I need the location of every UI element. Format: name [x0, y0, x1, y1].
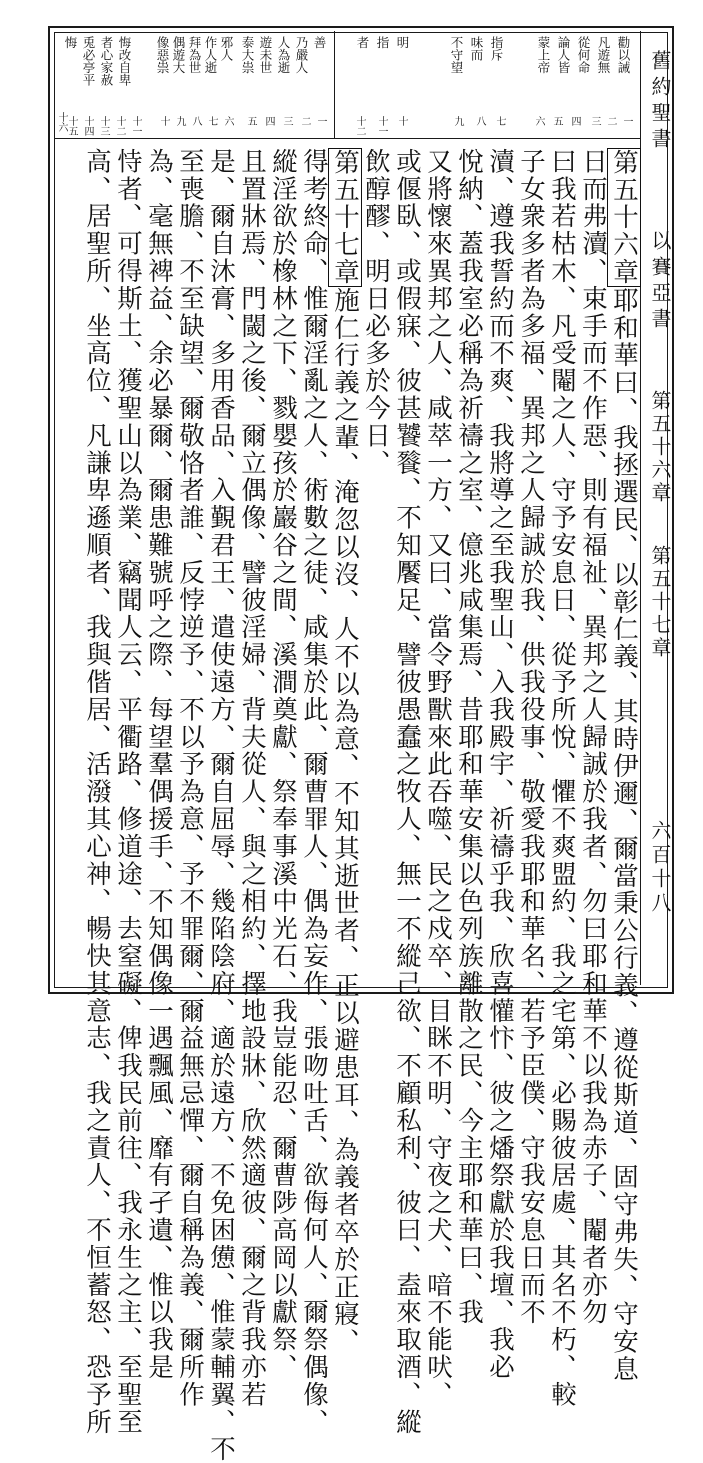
- gloss-line: 凡遊無: [596, 36, 611, 74]
- verse-text: 子女衆多者為多福、異邦之人歸誠於我、供我役事、敬愛我耶和華名、若予臣僕、守我安息日而不: [516, 148, 546, 1327]
- verse-text: 耶和華曰、我拯選民、以彰仁義、其時伊邇、爾當秉公行義、遵從斯道、固守弗失、守安息: [609, 287, 639, 1383]
- book-name: 以賽亞書: [648, 230, 672, 334]
- gloss-index: 四: [569, 116, 580, 126]
- gloss-line: 指斥: [489, 36, 504, 61]
- gloss-index: 五: [551, 116, 562, 126]
- text-column: [608, 148, 639, 1383]
- gloss-line: 善: [312, 36, 327, 49]
- verse-text: 日而弗瀆、束手而不作惡、則有福祉、異邦之人歸誠於我者、勿曰耶和華不以我為赤子、閹者亦勿: [578, 148, 608, 1327]
- gloss-group-right-2: [420, 36, 520, 136]
- gloss-line: 泰大祟: [240, 36, 255, 74]
- gloss-index: 一: [621, 116, 632, 126]
- gloss-line: 悔: [63, 36, 78, 49]
- text-column: [174, 148, 205, 1408]
- text-column: [267, 148, 298, 1381]
- text-column: [112, 148, 143, 1436]
- gloss-index: 四: [263, 116, 274, 126]
- gloss-group-right-1: [525, 36, 635, 136]
- gloss-index: 十四: [82, 116, 93, 136]
- gloss-index: 十三: [98, 116, 109, 136]
- verse-text: 且置牀焉、門閾之後、爾立偶像、譬彼淫婦、背夫從人、與之相約、擇地設牀、欣然適彼、爾之背我亦若: [237, 148, 267, 1409]
- chapter-label-56: 第五十六章: [648, 390, 672, 505]
- gloss-index: 六: [533, 116, 544, 126]
- text-column: [577, 148, 608, 1326]
- gloss-line: 不守望: [449, 36, 464, 74]
- gloss-index: 十一: [130, 116, 141, 136]
- gloss-index: 五: [245, 116, 256, 126]
- gloss-index: 十: [396, 116, 407, 126]
- gloss-group-right-3: [340, 36, 418, 136]
- text-column: [422, 148, 453, 1408]
- gloss-line: 者: [355, 36, 370, 49]
- gloss-index: 十五: [66, 116, 77, 136]
- verse-text: 又將懷來異邦之人、咸萃一方、又曰、當令野獸來此吞噬、民之戍卒、目眯不明、守夜之犬、喑不能吠、: [423, 148, 453, 1409]
- gloss-line: 邪人: [219, 36, 234, 61]
- gloss-line: 論人皆: [556, 36, 571, 74]
- verse-text: 施仁行義之輩、淹忽以沒、人不以為意、不知其逝世者、正以避患耳、為義者卒於正寢、: [330, 287, 360, 1356]
- gloss-middle-divider: [334, 31, 335, 138]
- gloss-line: 乃嚴人: [294, 36, 309, 74]
- text-column: [484, 148, 515, 1381]
- gloss-index: 十二: [354, 116, 365, 136]
- page-number: 六百十八: [648, 820, 672, 916]
- text-column: [143, 148, 174, 1381]
- text-column: [360, 148, 391, 477]
- text-column: [391, 148, 422, 1436]
- gloss-index: 十一: [376, 116, 387, 136]
- gloss-divider: [54, 138, 640, 139]
- gloss-line: 兎必亭平: [81, 36, 96, 86]
- verse-text: 悅納、蓋我室必稱為祈禱之室、億兆咸集焉、昔耶和華安集以色列族離散之民、今主耶和華曰、我: [454, 148, 484, 1327]
- gloss-group-left-1: [235, 36, 330, 136]
- gloss-index: 十: [158, 116, 169, 126]
- text-column: [546, 148, 577, 1408]
- verse-text: 或偃臥、或假寐、彼甚饕餮、不知饜足、譬彼愚蠢之牧人、無一不縱己欲、不顧私利、彼曰、盍來取酒、縱: [392, 148, 422, 1436]
- verse-text: 為、毫無裨益、余必暴爾、爾患難號呼之際、每望羣偶援手、不知偶像一遇飄風、靡有孑遺、惟以我是: [144, 148, 174, 1381]
- gloss-index: 一: [315, 116, 326, 126]
- gloss-index: 八: [190, 116, 201, 126]
- gloss-index: 八: [474, 116, 485, 126]
- gloss-group-left-2: [150, 36, 235, 136]
- gloss-index: 九: [174, 116, 185, 126]
- gloss-line: 遊未世: [258, 36, 273, 74]
- gloss-index: 二: [299, 116, 310, 126]
- verse-text: 是、爾自沐膏、多用香品、入覲君王、遣使遠方、爾自屈辱、幾陷陰府、適於遠方、不免困憊、惟蒙輔翼、不: [206, 148, 236, 1463]
- text-column: [329, 148, 360, 1356]
- gloss-index: 二: [605, 116, 616, 126]
- gloss-line: 拜為世: [187, 36, 202, 74]
- gloss-index: 七: [494, 116, 505, 126]
- gloss-index: 三: [589, 116, 600, 126]
- gloss-line: 人為逝: [276, 36, 291, 74]
- gloss-line: 明: [395, 36, 410, 49]
- chapter-label-57: 第五十七章: [648, 545, 672, 660]
- text-column: [515, 148, 546, 1326]
- gloss-line: 偶遊大: [171, 36, 186, 74]
- chapter-heading: 第五十七章: [330, 149, 360, 286]
- gloss-line: 者心家赦: [99, 36, 114, 86]
- text-column: [205, 148, 236, 1463]
- text-column: [81, 148, 112, 1436]
- verse-text: 得考終命、惟爾淫亂之人、術數之徒、咸集於此、爾曹罪人、偶為妄作、張吻吐舌、欲侮何人、爾祭偶像、: [299, 148, 329, 1436]
- verse-text: 瀆、遵我誓約而不爽、我將導之至我聖山、入我殿宇、祈禱乎我、欣喜懽忭、彼之燔祭獻於我壇、我必: [485, 148, 515, 1381]
- verse-text: 縱淫欲於橡林之下、戮嬰孩於巖谷之間、溪澗奠獻、祭奉事溪中光石、我豈能忍、爾曹陟高岡以獻祭、: [268, 148, 298, 1381]
- gloss-line: 像惡祟: [155, 36, 170, 74]
- gloss-group-left-extra: [56, 112, 66, 136]
- gloss-index: 九: [452, 116, 463, 126]
- gloss-group-left-3: [60, 36, 148, 136]
- gloss-line: 作人逝: [203, 36, 218, 74]
- gloss-index: 六: [222, 116, 233, 126]
- gloss-line: 勸以誡: [616, 36, 631, 74]
- book-title: 舊約聖書: [648, 50, 672, 154]
- gloss-index: 十二: [114, 116, 125, 136]
- gloss-index: 七: [206, 116, 217, 126]
- gloss-line: 悔改自卑: [117, 36, 132, 86]
- gloss-line: 蒙上帝: [536, 36, 551, 74]
- chapter-heading: 第五十六章: [609, 149, 639, 286]
- verse-text: 飲醇醪、明日必多於今日、: [361, 148, 391, 477]
- verse-text: 曰我若枯木、凡受閹之人、守予安息日、從予所悅、懼不爽盟約、我之宅第、必賜彼居處、其名不朽、較: [547, 148, 577, 1409]
- verse-text: 至喪膽、不至缺望、爾敬恪者誰、反悖逆予、不以予為意、予不罪爾、爾益無忌憚、爾自稱為義、爾所作: [175, 148, 205, 1409]
- gloss-line: 指: [375, 36, 390, 49]
- verse-text: 恃者、可得斯土、獲聖山以為業、竊聞人云、平衢路、修道途、去窒礙、俾我民前往、我永生之主、至聖至: [113, 148, 143, 1436]
- gloss-line: 從何命: [576, 36, 591, 74]
- gloss-index: 三: [281, 116, 292, 126]
- text-column: [298, 148, 329, 1436]
- gloss-line: 味而: [469, 36, 484, 61]
- text-column: [236, 148, 267, 1408]
- verse-text: 高、居聖所、坐高位、凡謙卑遜順者、我與偕居、活潑其心神、暢快其意志、我之責人、不恒蓄怒、恐予所: [82, 148, 112, 1436]
- text-column: [453, 148, 484, 1326]
- gloss-index: 十六: [56, 112, 67, 132]
